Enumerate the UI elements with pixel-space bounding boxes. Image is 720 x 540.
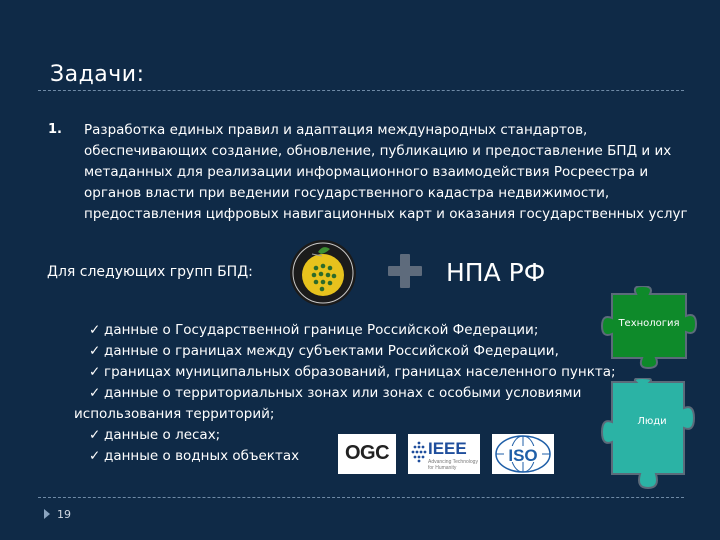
ieee-diamond-icon <box>411 441 427 463</box>
puzzle-label-people: Люди <box>637 416 667 427</box>
slide-title: Задачи: <box>50 62 145 87</box>
ieee-logo: IEEE Advancing Technology for Humanity <box>408 434 480 474</box>
list-item: ✓ данные о лесах; <box>89 425 649 446</box>
bottom-divider <box>38 497 684 498</box>
iso-globe-icon <box>492 434 554 474</box>
people-puzzle-piece <box>598 378 698 496</box>
top-divider <box>38 90 684 91</box>
list-item: ✓ данные о водных объектах <box>89 446 649 467</box>
puzzle-piece-icon <box>598 378 698 496</box>
npa-label: НПА РФ <box>446 258 546 287</box>
technology-puzzle-piece <box>600 286 700 372</box>
task-text: Разработка единых правил и адаптация международных стандартов, обеспечивающих создание, обновление, публикацию и предоставление БПД и их метаданных для реализации информационного взаимодействия Росреестра и органов власти при ведении государственного кадастра недвижимости, предоставления цифровых навигационных карт и оказания государственных услуг <box>84 122 688 222</box>
puzzle-piece-icon <box>600 286 700 372</box>
list-item: ✓ границах муниципальных образований, границах населенного пункта; <box>89 362 649 383</box>
checkmark-icon: ✓ <box>89 343 101 359</box>
checkmark-icon: ✓ <box>89 448 101 464</box>
plus-icon <box>388 254 422 288</box>
checkmark-icon: ✓ <box>89 322 101 338</box>
svg-text:ISO: ISO <box>508 446 538 465</box>
checkmark-icon: ✓ <box>89 364 101 380</box>
groups-label: Для следующих групп БПД: <box>47 264 253 280</box>
puzzle-label-technology: Технология <box>618 318 680 329</box>
iso-logo <box>492 434 554 474</box>
checkmark-icon: ✓ <box>89 427 101 443</box>
page-number: 19 <box>57 508 71 521</box>
list-item: ✓ данные о Государственной границе Российской Федерации; <box>89 320 649 341</box>
page-marker-icon <box>44 509 50 519</box>
ogc-logo: OGC <box>338 434 396 474</box>
list-item-continuation: использования территорий; <box>74 406 275 422</box>
seal-emblem-icon <box>288 238 358 308</box>
list-item: ✓ данные о границах между субъектами Российской Федерации, <box>89 341 649 362</box>
list-item: ✓ данные о территориальных зонах или зонах с особыми условиями <box>89 383 649 404</box>
task-number: 1. <box>48 122 62 137</box>
checkmark-icon: ✓ <box>89 385 101 401</box>
